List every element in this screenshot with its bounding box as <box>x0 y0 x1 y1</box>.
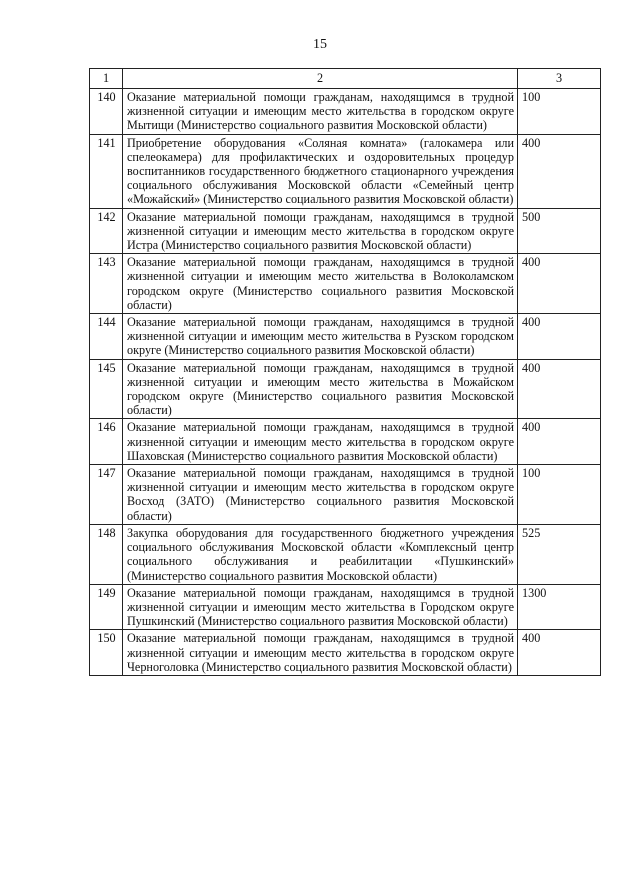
row-amount: 100 <box>518 89 601 135</box>
row-description: Приобретение оборудования «Соляная комната» (галокамера или спелеокамера) для профилактических и оздоровительных процедур воспитанников государственного бюджетного стационарного учреждения социального обслуживания Московской области «Семейный центр «Можайский» (Министерство социального развития Московской области) <box>123 134 518 208</box>
row-amount: 525 <box>518 524 601 584</box>
table-row <box>90 524 601 584</box>
row-number: 149 <box>90 584 123 630</box>
row-amount: 400 <box>518 630 601 676</box>
row-number: 146 <box>90 419 123 465</box>
row-number: 141 <box>90 134 123 208</box>
allocation-table <box>89 68 601 676</box>
row-amount: 100 <box>518 465 601 525</box>
row-amount: 1300 <box>518 584 601 630</box>
table-row <box>90 134 601 208</box>
row-description: Оказание материальной помощи гражданам, находящимся в трудной жизненной ситуации и имеющим место жительства в городском округе Восход (ЗАТО) (Министерство социального развития Московской области) <box>123 465 518 525</box>
row-number: 148 <box>90 524 123 584</box>
row-description: Оказание материальной помощи гражданам, находящимся в трудной жизненной ситуации и имеющим место жительства в городском округе Черноголовка (Министерство социального развития Московской области) <box>123 630 518 676</box>
row-amount: 400 <box>518 134 601 208</box>
table-row <box>90 630 601 676</box>
row-number: 145 <box>90 359 123 419</box>
column-header-1: 1 <box>90 69 123 89</box>
row-number: 140 <box>90 89 123 135</box>
row-description: Закупка оборудования для государственного бюджетного учреждения социального обслуживания Московской области «Комплексный центр социального обслуживания и реабилитации «Пушкинский» (Министерство социального развития Московской области) <box>123 524 518 584</box>
table-row <box>90 359 601 419</box>
row-number: 150 <box>90 630 123 676</box>
row-number: 143 <box>90 254 123 314</box>
table-header-row <box>90 69 601 89</box>
row-amount: 400 <box>518 314 601 360</box>
row-number: 147 <box>90 465 123 525</box>
row-description: Оказание материальной помощи гражданам, находящимся в трудной жизненной ситуации и имеющим место жительства в городском округе Истра (Министерство социального развития Московской области) <box>123 208 518 254</box>
page-number: 15 <box>313 37 327 52</box>
table-row <box>90 314 601 360</box>
row-description: Оказание материальной помощи гражданам, находящимся в трудной жизненной ситуации и имеющим место жительства в Городском округе Пушкинский (Министерство социального развития Московской области) <box>123 584 518 630</box>
table-row <box>90 89 601 135</box>
row-description: Оказание материальной помощи гражданам, находящимся в трудной жизненной ситуации и имеющим место жительства в Рузском городском округе (Министерство социального развития Московской области) <box>123 314 518 360</box>
column-header-2: 2 <box>123 69 518 89</box>
row-amount: 500 <box>518 208 601 254</box>
row-amount: 400 <box>518 359 601 419</box>
table-row <box>90 465 601 525</box>
row-description: Оказание материальной помощи гражданам, находящимся в трудной жизненной ситуации и имеющим место жительства в городском округе Мытищи (Министерство социального развития Московской области) <box>123 89 518 135</box>
table-row <box>90 208 601 254</box>
row-description: Оказание материальной помощи гражданам, находящимся в трудной жизненной ситуации и имеющим место жительства в городском округе Шаховская (Министерство социального развития Московской области) <box>123 419 518 465</box>
row-amount: 400 <box>518 419 601 465</box>
column-header-3: 3 <box>518 69 601 89</box>
table-row <box>90 419 601 465</box>
row-number: 144 <box>90 314 123 360</box>
row-amount: 400 <box>518 254 601 314</box>
table-row <box>90 254 601 314</box>
row-description: Оказание материальной помощи гражданам, находящимся в трудной жизненной ситуации и имеющим место жительства в Волоколамском городском округе (Министерство социального развития Московской области) <box>123 254 518 314</box>
row-description: Оказание материальной помощи гражданам, находящимся в трудной жизненной ситуации и имеющим место жительства в Можайском городском округе (Министерство социального развития Московской области) <box>123 359 518 419</box>
row-number: 142 <box>90 208 123 254</box>
table-row <box>90 584 601 630</box>
